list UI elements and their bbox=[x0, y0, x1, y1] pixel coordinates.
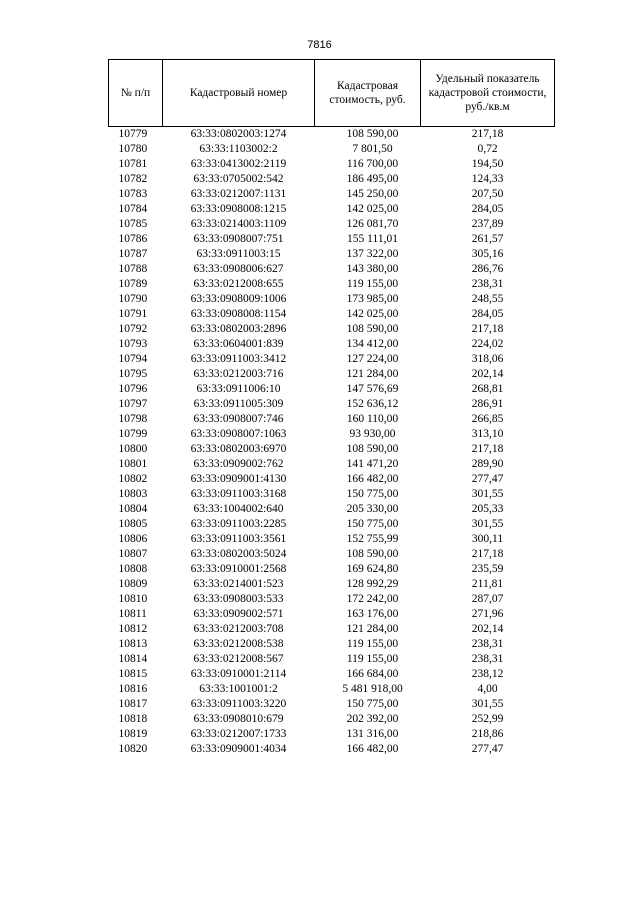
specific-index: 124,33 bbox=[471, 173, 504, 185]
row-number: 10786 bbox=[118, 233, 148, 245]
cadastral-number: 63:33:0214003:1109 bbox=[190, 218, 287, 230]
row-number: 10804 bbox=[118, 503, 148, 515]
specific-index: 284,05 bbox=[471, 308, 504, 320]
cadastral-number: 63:33:0802003:2896 bbox=[190, 323, 287, 335]
specific-index: 277,47 bbox=[471, 473, 504, 485]
specific-index: 287,07 bbox=[471, 593, 504, 605]
cadastral-cost: 116 700,00 bbox=[346, 158, 399, 170]
table-row bbox=[109, 427, 555, 442]
cadastral-number: 63:33:0910001:2568 bbox=[190, 563, 287, 575]
cadastral-cost: 166 482,00 bbox=[346, 473, 399, 485]
row-number: 10817 bbox=[118, 698, 148, 710]
cadastral-number: 63:33:0212008:567 bbox=[193, 653, 284, 665]
row-number: 10810 bbox=[118, 593, 148, 605]
specific-index: 286,91 bbox=[471, 398, 504, 410]
cadastral-cost: 172 242,00 bbox=[346, 593, 399, 605]
cadastral-number: 63:33:0908003:533 bbox=[193, 593, 284, 605]
cadastral-cost: 131 316,00 bbox=[346, 728, 399, 740]
cadastral-cost: 145 250,00 bbox=[346, 188, 399, 200]
specific-index: 194,50 bbox=[471, 158, 504, 170]
table-row bbox=[109, 127, 555, 143]
specific-index: 217,18 bbox=[471, 323, 504, 335]
cadastral-number: 63:33:0604001:839 bbox=[193, 338, 284, 350]
table-row bbox=[109, 682, 555, 697]
cadastral-number: 63:33:0908007:751 bbox=[193, 233, 284, 245]
specific-index: 202,14 bbox=[471, 368, 504, 380]
specific-index: 218,86 bbox=[471, 728, 504, 740]
header-cadastral-number: Кадастровый номер bbox=[163, 60, 315, 127]
row-number: 10782 bbox=[118, 173, 148, 185]
table-row bbox=[109, 502, 555, 517]
table-row bbox=[109, 652, 555, 667]
cadastral-number: 63:33:0908007:1063 bbox=[190, 428, 287, 440]
specific-index: 301,55 bbox=[471, 518, 504, 530]
table-row bbox=[109, 217, 555, 232]
specific-index: 318,06 bbox=[471, 353, 504, 365]
cadastral-cost: 142 025,00 bbox=[346, 203, 399, 215]
row-number: 10779 bbox=[118, 128, 148, 140]
table-row bbox=[109, 547, 555, 562]
table-row bbox=[109, 247, 555, 262]
row-number: 10813 bbox=[118, 638, 148, 650]
specific-index: 252,99 bbox=[471, 713, 504, 725]
cadastral-cost: 150 775,00 bbox=[346, 518, 399, 530]
table-header bbox=[109, 60, 555, 127]
row-number: 10790 bbox=[118, 293, 148, 305]
row-number: 10781 bbox=[118, 158, 148, 170]
specific-index: 248,55 bbox=[471, 293, 504, 305]
row-number: 10791 bbox=[118, 308, 148, 320]
specific-index: 238,12 bbox=[471, 668, 504, 680]
cadastral-number: 63:33:0908010:679 bbox=[193, 713, 284, 725]
specific-index: 207,50 bbox=[471, 188, 504, 200]
specific-index: 301,55 bbox=[471, 698, 504, 710]
cadastral-cost: 134 412,00 bbox=[346, 338, 399, 350]
specific-index: 238,31 bbox=[471, 638, 504, 650]
cadastral-cost: 143 380,00 bbox=[346, 263, 399, 275]
row-number: 10789 bbox=[118, 278, 148, 290]
cadastral-number: 63:33:0214001:523 bbox=[193, 578, 284, 590]
cadastral-cost: 119 155,00 bbox=[346, 638, 399, 650]
cadastral-cost: 108 590,00 bbox=[346, 323, 399, 335]
cadastral-number: 63:33:0705002:542 bbox=[193, 173, 284, 185]
cadastral-cost: 128 992,29 bbox=[346, 578, 399, 590]
specific-index: 217,18 bbox=[471, 443, 504, 455]
cadastral-number: 63:33:0802003:1274 bbox=[190, 128, 287, 140]
cadastral-cost: 108 590,00 bbox=[346, 128, 399, 140]
cadastral-cost: 173 985,00 bbox=[346, 293, 399, 305]
table-row bbox=[109, 562, 555, 577]
table-row bbox=[109, 262, 555, 277]
specific-index: 271,96 bbox=[471, 608, 504, 620]
cadastral-cost: 108 590,00 bbox=[346, 443, 399, 455]
specific-index: 4,00 bbox=[477, 683, 498, 695]
table-row bbox=[109, 697, 555, 712]
table-row bbox=[109, 727, 555, 742]
row-number: 10808 bbox=[118, 563, 148, 575]
cadastral-cost: 7 801,50 bbox=[352, 143, 393, 155]
row-number: 10818 bbox=[118, 713, 148, 725]
cadastral-cost: 119 155,00 bbox=[346, 653, 399, 665]
table-row bbox=[109, 712, 555, 727]
row-number: 10783 bbox=[118, 188, 148, 200]
header-num: № п/п bbox=[109, 60, 163, 127]
row-number: 10811 bbox=[118, 608, 147, 620]
row-number: 10809 bbox=[118, 578, 148, 590]
cadastral-number: 63:33:0212008:538 bbox=[193, 638, 284, 650]
specific-index: 261,57 bbox=[471, 233, 504, 245]
table-row bbox=[109, 532, 555, 547]
cadastral-cost: 150 775,00 bbox=[346, 488, 399, 500]
row-number: 10794 bbox=[118, 353, 148, 365]
table-row bbox=[109, 292, 555, 307]
cadastral-number: 63:33:0212003:716 bbox=[193, 368, 284, 380]
row-number: 10820 bbox=[118, 743, 148, 755]
cadastral-cost: 121 284,00 bbox=[346, 623, 399, 635]
cadastral-number: 63:33:0908006:627 bbox=[193, 263, 284, 275]
specific-index: 277,47 bbox=[471, 743, 504, 755]
cadastral-cost: 142 025,00 bbox=[346, 308, 399, 320]
cadastral-cost: 147 576,69 bbox=[346, 383, 399, 395]
cadastral-cost: 152 636,12 bbox=[346, 398, 399, 410]
table-row bbox=[109, 142, 555, 157]
row-number: 10803 bbox=[118, 488, 148, 500]
table-row bbox=[109, 157, 555, 172]
cadastral-number: 63:33:0911003:2285 bbox=[190, 518, 287, 530]
row-number: 10812 bbox=[118, 623, 148, 635]
table-row bbox=[109, 412, 555, 427]
header-specific-index: Удельный показатель кадастровой стоимости, руб./кв.м bbox=[421, 60, 555, 127]
specific-index: 0,72 bbox=[477, 143, 498, 155]
cadastral-number: 63:33:0212008:655 bbox=[193, 278, 284, 290]
row-number: 10785 bbox=[118, 218, 148, 230]
cadastral-cost: 163 176,00 bbox=[346, 608, 399, 620]
table-row bbox=[109, 667, 555, 682]
cadastral-number: 63:33:0911003:3412 bbox=[190, 353, 287, 365]
cadastral-cost: 127 224,00 bbox=[346, 353, 399, 365]
table-row bbox=[109, 442, 555, 457]
cadastral-number: 63:33:0413002:2119 bbox=[190, 158, 287, 170]
specific-index: 235,59 bbox=[471, 563, 504, 575]
cadastral-table bbox=[108, 59, 555, 757]
table-row bbox=[109, 397, 555, 412]
cadastral-number: 63:33:0212007:1733 bbox=[190, 728, 287, 740]
cadastral-number: 63:33:1004002:640 bbox=[193, 503, 284, 515]
cadastral-number: 63:33:0909001:4130 bbox=[190, 473, 287, 485]
cadastral-cost: 186 495,00 bbox=[346, 173, 399, 185]
table-row bbox=[109, 577, 555, 592]
row-number: 10797 bbox=[118, 398, 148, 410]
table-row bbox=[109, 307, 555, 322]
table-row bbox=[109, 592, 555, 607]
cadastral-cost: 160 110,00 bbox=[346, 413, 399, 425]
row-number: 10792 bbox=[118, 323, 148, 335]
specific-index: 305,16 bbox=[471, 248, 504, 260]
row-number: 10814 bbox=[118, 653, 148, 665]
table-row bbox=[109, 622, 555, 637]
table-row bbox=[109, 487, 555, 502]
table-row bbox=[109, 277, 555, 292]
table-row bbox=[109, 172, 555, 187]
specific-index: 266,85 bbox=[471, 413, 504, 425]
header-cadastral-cost: Кадастровая стоимость, руб. bbox=[315, 60, 421, 127]
row-number: 10806 bbox=[118, 533, 148, 545]
row-number: 10799 bbox=[118, 428, 148, 440]
table-row bbox=[109, 367, 555, 382]
cadastral-number: 63:33:0802003:6970 bbox=[190, 443, 287, 455]
table-row bbox=[109, 517, 555, 532]
row-number: 10796 bbox=[118, 383, 148, 395]
specific-index: 202,14 bbox=[471, 623, 504, 635]
row-number: 10793 bbox=[118, 338, 148, 350]
row-number: 10807 bbox=[118, 548, 148, 560]
specific-index: 301,55 bbox=[471, 488, 504, 500]
page-number: 7816 bbox=[307, 39, 332, 51]
row-number: 10780 bbox=[118, 143, 148, 155]
specific-index: 205,33 bbox=[471, 503, 504, 515]
cadastral-number: 63:33:0802003:5024 bbox=[190, 548, 287, 560]
cadastral-cost: 137 322,00 bbox=[346, 248, 399, 260]
specific-index: 286,76 bbox=[471, 263, 504, 275]
row-number: 10800 bbox=[118, 443, 148, 455]
table-row bbox=[109, 202, 555, 217]
cadastral-cost: 205 330,00 bbox=[346, 503, 399, 515]
cadastral-number: 63:33:0911003:3220 bbox=[190, 698, 287, 710]
table-row bbox=[109, 637, 555, 652]
cadastral-number: 63:33:0909001:4034 bbox=[190, 743, 287, 755]
cadastral-number: 63:33:0909002:571 bbox=[193, 608, 284, 620]
table-row bbox=[109, 742, 555, 757]
cadastral-number: 63:33:0911003:15 bbox=[196, 248, 281, 260]
table-row bbox=[109, 457, 555, 472]
specific-index: 224,02 bbox=[471, 338, 504, 350]
specific-index: 217,18 bbox=[471, 548, 504, 560]
specific-index: 284,05 bbox=[471, 203, 504, 215]
specific-index: 217,18 bbox=[471, 128, 504, 140]
row-number: 10815 bbox=[118, 668, 148, 680]
cadastral-number: 63:33:0908007:746 bbox=[193, 413, 284, 425]
cadastral-number: 63:33:0909002:762 bbox=[193, 458, 284, 470]
table-body bbox=[109, 127, 555, 758]
row-number: 10819 bbox=[118, 728, 148, 740]
table-row bbox=[109, 382, 555, 397]
cadastral-cost: 93 930,00 bbox=[349, 428, 396, 440]
specific-index: 237,89 bbox=[471, 218, 504, 230]
cadastral-cost: 166 684,00 bbox=[346, 668, 399, 680]
cadastral-number: 63:33:0911006:10 bbox=[196, 383, 281, 395]
table-row bbox=[109, 607, 555, 622]
cadastral-number: 63:33:0908008:1154 bbox=[190, 308, 287, 320]
table-row bbox=[109, 322, 555, 337]
specific-index: 238,31 bbox=[471, 278, 504, 290]
table-row bbox=[109, 352, 555, 367]
cadastral-cost: 202 392,00 bbox=[346, 713, 399, 725]
specific-index: 238,31 bbox=[471, 653, 504, 665]
table-row bbox=[109, 187, 555, 202]
header-row bbox=[109, 60, 555, 127]
table-row bbox=[109, 472, 555, 487]
specific-index: 211,81 bbox=[471, 578, 504, 590]
row-number: 10798 bbox=[118, 413, 148, 425]
cadastral-number: 63:33:1103002:2 bbox=[199, 143, 278, 155]
row-number: 10802 bbox=[118, 473, 148, 485]
cadastral-cost: 169 624,80 bbox=[346, 563, 399, 575]
cadastral-cost: 152 755,99 bbox=[346, 533, 399, 545]
cadastral-number: 63:33:0911003:3561 bbox=[190, 533, 287, 545]
row-number: 10784 bbox=[118, 203, 148, 215]
specific-index: 300,11 bbox=[471, 533, 504, 545]
specific-index: 289,90 bbox=[471, 458, 504, 470]
cadastral-cost: 166 482,00 bbox=[346, 743, 399, 755]
cadastral-cost: 121 284,00 bbox=[346, 368, 399, 380]
row-number: 10795 bbox=[118, 368, 148, 380]
cadastral-cost: 150 775,00 bbox=[346, 698, 399, 710]
cadastral-number: 63:33:0908008:1215 bbox=[190, 203, 287, 215]
cadastral-cost: 155 111,01 bbox=[347, 233, 398, 245]
row-number: 10787 bbox=[118, 248, 148, 260]
cadastral-number: 63:33:0212007:1131 bbox=[190, 188, 287, 200]
cadastral-cost: 108 590,00 bbox=[346, 548, 399, 560]
row-number: 10805 bbox=[118, 518, 148, 530]
cadastral-number: 63:33:0911003:3168 bbox=[190, 488, 287, 500]
table-row bbox=[109, 337, 555, 352]
cadastral-number: 63:33:0911005:309 bbox=[193, 398, 284, 410]
cadastral-number: 63:33:0212003:708 bbox=[193, 623, 284, 635]
cadastral-cost: 119 155,00 bbox=[346, 278, 399, 290]
specific-index: 313,10 bbox=[471, 428, 504, 440]
cadastral-number: 63:33:1001001:2 bbox=[199, 683, 278, 695]
cadastral-cost: 141 471,20 bbox=[346, 458, 399, 470]
cadastral-cost: 5 481 918,00 bbox=[342, 683, 403, 695]
table-row bbox=[109, 232, 555, 247]
row-number: 10788 bbox=[118, 263, 148, 275]
row-number: 10816 bbox=[118, 683, 148, 695]
row-number: 10801 bbox=[118, 458, 148, 470]
cadastral-cost: 126 081,70 bbox=[346, 218, 399, 230]
specific-index: 268,81 bbox=[471, 383, 504, 395]
cadastral-number: 63:33:0910001:2114 bbox=[190, 668, 287, 680]
cadastral-number: 63:33:0908009:1006 bbox=[190, 293, 287, 305]
